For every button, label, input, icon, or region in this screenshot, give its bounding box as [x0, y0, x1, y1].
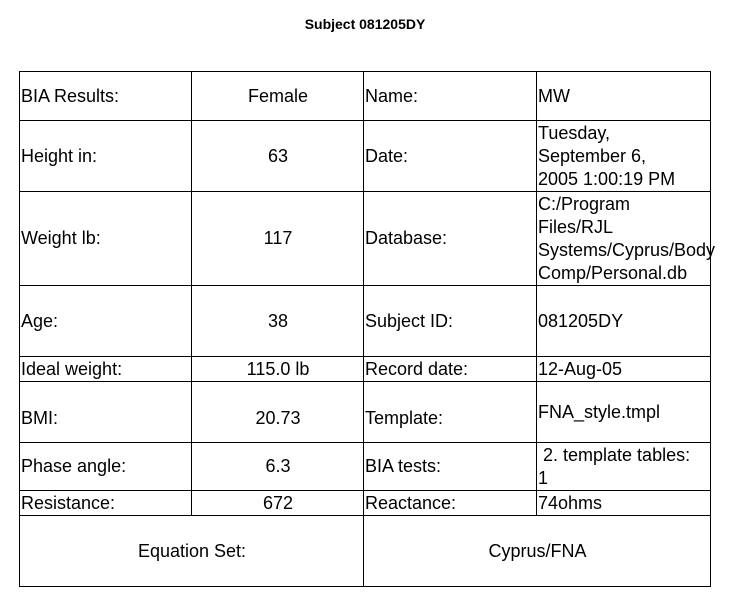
date-value	[537, 121, 711, 192]
date-line: Tuesday,	[538, 122, 611, 143]
phase-angle-value: 6.3	[192, 443, 364, 491]
table-row	[20, 121, 711, 192]
table-row	[20, 443, 711, 491]
table-row	[20, 491, 711, 516]
bia-tests-line: 1	[538, 467, 549, 488]
template-value: FNA_style.tmpl	[537, 382, 711, 443]
table-row	[20, 357, 711, 382]
page-title: Subject 081205DY	[304, 16, 426, 32]
table-row	[20, 516, 711, 587]
bia-results-table	[19, 71, 716, 587]
database-line: Files/RJL	[538, 216, 614, 237]
table-row	[20, 192, 711, 286]
database-line: Comp/Personal.db	[538, 262, 688, 283]
date-line: September 6,	[538, 145, 647, 166]
date-label: Date:	[364, 121, 537, 192]
bia-results-label: BIA Results:	[20, 72, 192, 121]
bia-tests-value	[537, 443, 711, 491]
date-line: 2005 1:00:19 PM	[538, 168, 676, 189]
height-value: 63	[192, 121, 364, 192]
database-line: C:/Program	[538, 193, 631, 214]
table-row	[20, 72, 711, 121]
equation-set-label: Equation Set:	[20, 516, 364, 587]
age-label: Age:	[20, 286, 192, 357]
database-value	[537, 192, 716, 286]
age-value: 38	[192, 286, 364, 357]
database-line: Systems/Cyprus/Body	[538, 239, 716, 260]
equation-set-value: Cyprus/FNA	[364, 516, 711, 587]
bia-tests-line: 2. template tables:	[543, 444, 691, 465]
bia-tests-label: BIA tests:	[364, 443, 537, 491]
table-row	[20, 286, 711, 357]
database-label: Database:	[364, 192, 537, 286]
bmi-label: BMI:	[20, 382, 192, 443]
reactance-value: 74ohms	[537, 491, 711, 516]
subject-id-label: Subject ID:	[364, 286, 537, 357]
name-value: MW	[537, 72, 711, 121]
weight-value: 117	[192, 192, 364, 286]
table-row	[20, 382, 711, 443]
record-date-label: Record date:	[364, 357, 537, 382]
sex-value: Female	[192, 72, 364, 121]
subject-id-value: 081205DY	[537, 286, 711, 357]
template-label: Template:	[364, 382, 537, 443]
ideal-weight-value: 115.0 lb	[192, 357, 364, 382]
name-label: Name:	[364, 72, 537, 121]
ideal-weight-label: Ideal weight:	[20, 357, 192, 382]
phase-angle-label: Phase angle:	[20, 443, 192, 491]
resistance-value: 672	[192, 491, 364, 516]
resistance-label: Resistance:	[20, 491, 192, 516]
bmi-value: 20.73	[192, 382, 364, 443]
reactance-label: Reactance:	[364, 491, 537, 516]
weight-label: Weight lb:	[20, 192, 192, 286]
height-label: Height in:	[20, 121, 192, 192]
record-date-value: 12-Aug-05	[537, 357, 711, 382]
